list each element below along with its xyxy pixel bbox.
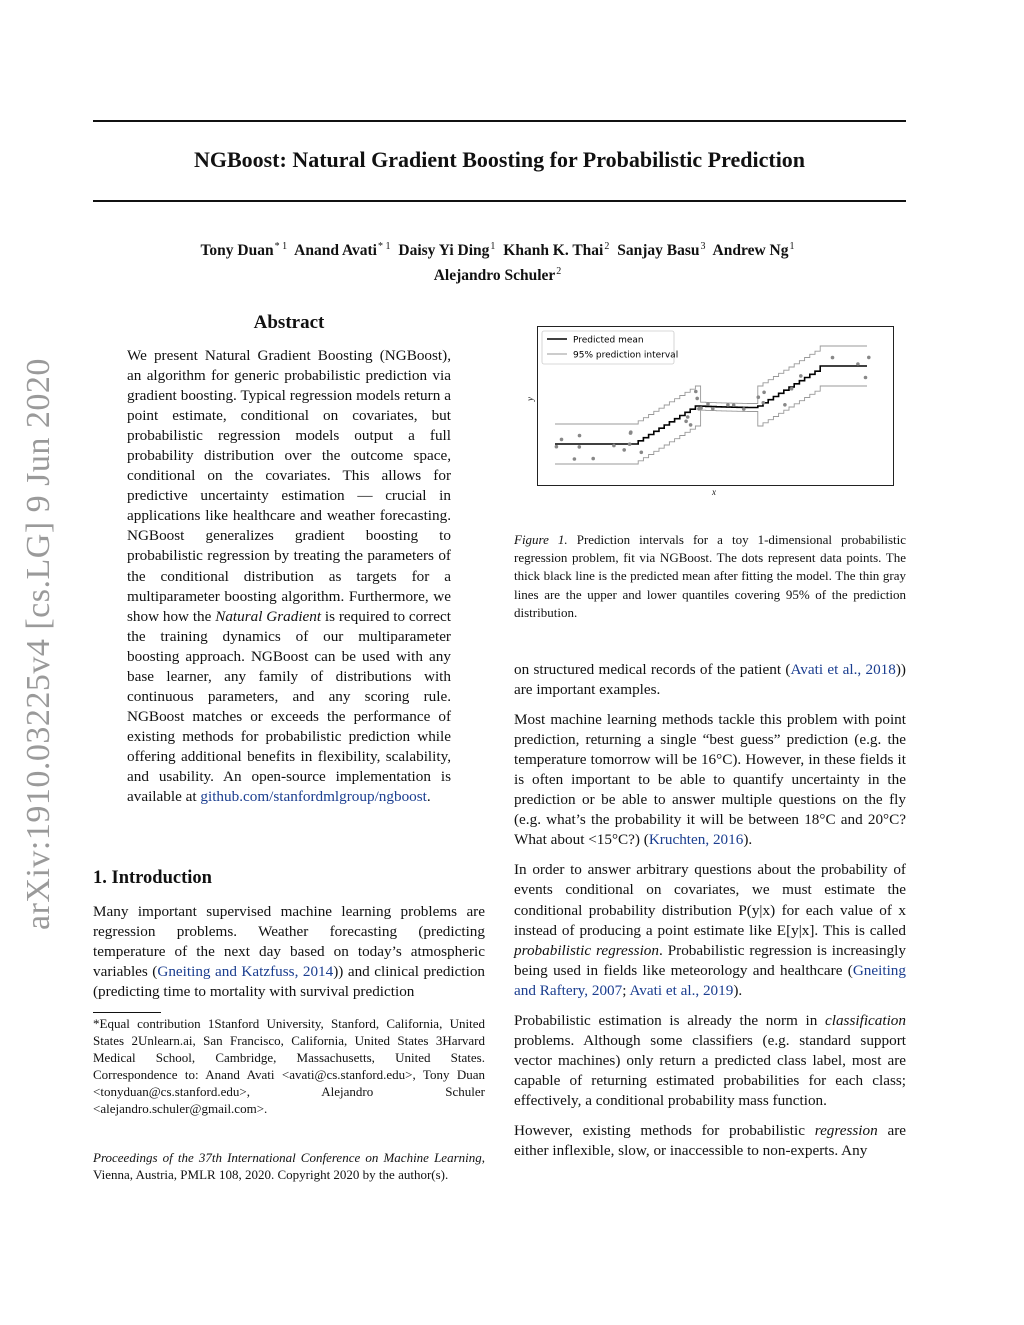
abstract-body [127,346,451,807]
data-point [732,403,736,407]
author-affiliation: 1 [490,241,496,252]
data-point [628,442,632,446]
citation-link[interactable]: Gneiting and Raftery, 2007 [514,961,906,999]
figure-1 [525,326,894,497]
data-point [711,407,715,411]
citation-link[interactable]: Gneiting and Katzfuss, 2014 [157,963,334,981]
data-point [726,403,730,407]
paragraph [514,1011,906,1111]
data-point [706,402,710,406]
paragraph-text: ). [743,831,753,849]
caption-text: Prediction intervals for a toy 1-dimensional probabilistic regression problem, fit via NGBoost. The dots represent data points. The thick black line is the predicted mean after fitting the model. The thin gray lines are the upper and lower quantiles covering 95% of the prediction distribution. [514,532,906,620]
citation-link[interactable]: Kruchten, 2016 [648,831,744,849]
figure-caption [514,531,906,622]
paragraph-text: . Probabilistic regression is increasingly being used in fields like meteorology and healthcare ( [514,941,906,979]
lower-quantile-line [555,386,867,464]
data-point [684,420,688,424]
figure-1-plot [537,326,894,486]
author-affiliation: 2 [604,241,610,252]
data-point [867,356,871,360]
data-point [757,395,761,399]
author-name: Alejandro Schuler [433,267,556,285]
paragraph-text: Most machine learning methods tackle this problem with point prediction, returning a single “best guess” prediction (e.g. the temperature tomorrow will be 16°C). However, in these fields it is often important to be able to quantify uncertainty in the prediction or be able to answer multiple questions on the fly (e.g. what’s the probability it will be between 18°C and 20°C? What about <15°C?) ( [514,711,906,849]
data-point [695,397,699,401]
data-point [640,451,644,455]
paragraph [514,1121,906,1161]
author-list [93,236,906,286]
data-point [555,445,559,449]
footnote-rule [93,1012,161,1013]
author-affiliation: 3 [700,241,706,252]
abstract-heading: Abstract [253,312,325,333]
proceedings-note [93,1150,485,1184]
figure-data-points [555,356,871,461]
citation-link[interactable]: Avati et al., 2018 [790,661,896,678]
data-point [612,444,616,448]
proceedings-text: , Vienna, Austria, PMLR 108, 2020. Copyright 2020 by the author(s). [93,1150,485,1182]
paper-title: NGBoost: Natural Gradient Boosting for Probabilistic Prediction [193,147,806,172]
data-point [742,407,746,411]
paragraph-text: Probabilistic estimation is already the norm in [514,1011,825,1029]
data-point [762,391,766,395]
data-point [689,423,693,427]
author-affiliation: * 1 [378,241,391,252]
right-column [514,660,906,1171]
paragraph-text: ). [733,981,743,999]
legend-mean-label: Predicted mean [573,335,644,346]
paragraph-text: However, existing methods for probabilistic [514,1121,815,1139]
paragraph [514,660,906,700]
data-point [799,374,803,378]
introduction-paragraph [93,902,485,1002]
title-bottom-rule [93,200,906,202]
abstract-text: . [426,788,431,806]
citation-link[interactable]: Avati et al., 2019 [629,981,734,999]
paragraph-text: )) and clinical prediction (predicting time to mortality with survival prediction [93,963,486,1001]
paragraph-text: problems. Although some classifiers (e.g. standard support vector machines) only return a predicted class label, most are capable of returning estimated probabilities for each class; effectively, a conditional probability mass function. [514,1031,906,1109]
paragraph-text: In order to answer arbitrary questions about the probability of events conditional on covariates, we must estimate the conditional probability distribution P(y|x) for each value of x instead of producing a point estimate like E[y|x]. This is called [514,861,906,939]
data-point [560,438,564,442]
data-point [699,406,703,410]
author-name: Anand Avati [294,242,377,260]
paragraph-italic: classification [825,1011,906,1029]
abstract-text: We present Natural Gradient Boosting (NGBoost), an algorithm for generic probabilistic prediction via gradient boosting. Typical regression models return a point estimate, conditional on covariates, but probabilistic regression models output a full probability distribution over the outcome space, conditional on the covariates. This allows for predictive uncertainty estimation — crucial in applications like healthcare and weather forecasting. NGBoost generalizes gradient boosting to probabilistic regression by treating the parameters of the conditional distribution as targets for a multiparameter boosting algorithm. Furthermore, we show how the [127,347,451,625]
data-point [856,362,860,366]
author-name: Andrew Ng [712,242,789,260]
paragraph-italic: regression [814,1121,878,1139]
data-point [578,445,582,449]
paragraph-text: are either inflexible, slow, or inaccessible to non-experts. Any [514,1121,906,1160]
data-point [629,430,633,434]
data-point [831,356,835,360]
author-affiliation: * 1 [274,241,288,252]
author-affiliation: 1 [789,241,795,252]
github-link[interactable]: github.com/stanfordmlgroup/ngboost [200,788,427,806]
footnote: *Equal contribution 1Stanford University, Stanford, California, United States 2Unlearn.ai, San Francisco, California, United States 3Harvard Medical School, Cambridge, Massachusetts, United States. Correspondence to: Anand Avati <avati@cs.stanford.edu>, Tony Duan <tonyduan@cs.stanford.edu>, Alejandro Schuler <alejandro.schuler@gmail.com>. [93,1016,485,1116]
legend-interval-label: 95% prediction interval [573,350,679,361]
paragraph [514,710,906,850]
paragraph-italic: probabilistic regression [514,941,659,959]
paragraph-text: )) are important examples. [514,661,906,699]
author-affiliation: 2 [556,266,562,278]
section-heading-introduction: 1. Introduction [93,868,212,888]
author-name: Daisy Yi Ding [398,242,490,260]
data-point [591,457,595,461]
data-point [790,387,794,391]
paragraph-text: ; [622,981,630,999]
data-point [864,376,868,380]
proceedings-italic: Proceedings of the 37th International Conference on Machine Learning [93,1150,482,1165]
paragraph-text: on structured medical records of the patient ( [514,661,791,678]
figure-xlabel: x [712,487,716,497]
caption-label: Figure 1. [514,532,568,547]
abstract-text: is required to correct the training dynamics of our multiparameter boosting approach. NGBoost can be used with any base learner, any family of distributions with continuous parameters, and any scoring rule. NGBoost matches or exceeds the performance of existing methods for probabilistic prediction while offering additional benefits in flexibility, scalability, and usability. An open-source implementation is available at [127,607,451,806]
data-point [578,434,582,438]
paragraph [514,860,906,1000]
data-point [694,390,698,394]
author-name: Khanh K. Thai [503,242,604,260]
data-point [622,448,626,452]
data-point [573,457,577,461]
predicted-mean-line [555,366,867,444]
abstract-italic: Natural Gradient [215,607,322,625]
top-rule [93,120,906,122]
data-point [783,403,787,407]
data-point [686,415,690,419]
figure-ylabel: y [525,397,535,401]
data-point [762,401,766,405]
arxiv-identifier: arXiv:1910.03225v4 [cs.LG] 9 Jun 2020 [20,358,57,930]
author-name: Sanjay Basu [617,242,700,260]
paragraph-text: Many important supervised machine learning problems are regression problems. Weather forecasting (predicting temperature of the next day based on today’s atmospheric variables ( [93,903,485,981]
author-name: Tony Duan [200,242,274,260]
